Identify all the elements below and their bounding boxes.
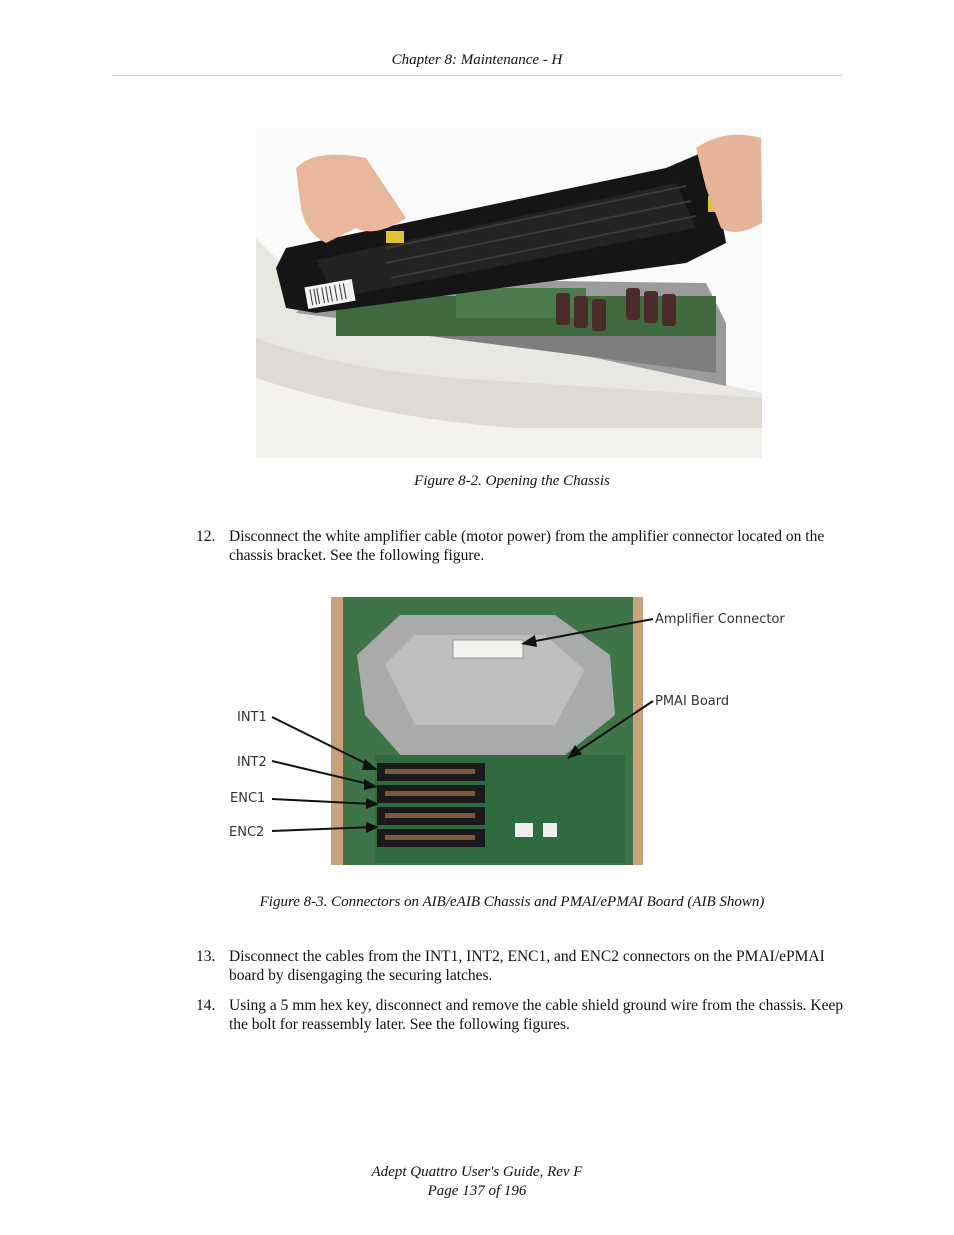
figure-8-2-caption: Figure 8-2. Opening the Chassis bbox=[414, 473, 610, 489]
enc1-label: ENC1 bbox=[230, 791, 266, 806]
step-text: Disconnect the white amplifier cable (motor power) from the amplifier connector located on the chassis bracket. See the following figure. bbox=[229, 528, 825, 564]
page-header: Chapter 8: Maintenance - H bbox=[391, 52, 563, 68]
figure-8-3-caption: Figure 8-3. Connectors on AIB/eAIB Chassis and PMAI/ePMAI Board (AIB Shown) bbox=[259, 894, 765, 910]
footer-page-number: Page 137 of 196 bbox=[427, 1183, 527, 1199]
step-number: 12. bbox=[196, 528, 216, 545]
int1-label: INT1 bbox=[237, 710, 267, 725]
amplifier-connector-label: Amplifier Connector bbox=[655, 612, 785, 627]
enc2-label: ENC2 bbox=[229, 825, 265, 840]
page-footer bbox=[112, 1163, 842, 1201]
footer-title: Adept Quattro User's Guide, Rev F bbox=[371, 1164, 583, 1180]
opening-chassis-photo bbox=[256, 128, 762, 458]
step-number: 14. bbox=[196, 997, 216, 1014]
step-text: Disconnect the cables from the INT1, INT2, ENC1, and ENC2 connectors on the PMAI/ePMAI board by disengaging the securing latches. bbox=[229, 948, 825, 984]
header-rule bbox=[112, 75, 842, 76]
int2-label: INT2 bbox=[237, 755, 267, 770]
pmai-board-label: PMAI Board bbox=[655, 694, 730, 709]
step-text: Using a 5 mm hex key, disconnect and remove the cable shield ground wire from the chassis. Keep the bolt for reassembly later. See the following figures. bbox=[229, 997, 844, 1033]
step-number: 13. bbox=[196, 948, 216, 965]
connectors-photo bbox=[225, 595, 790, 867]
